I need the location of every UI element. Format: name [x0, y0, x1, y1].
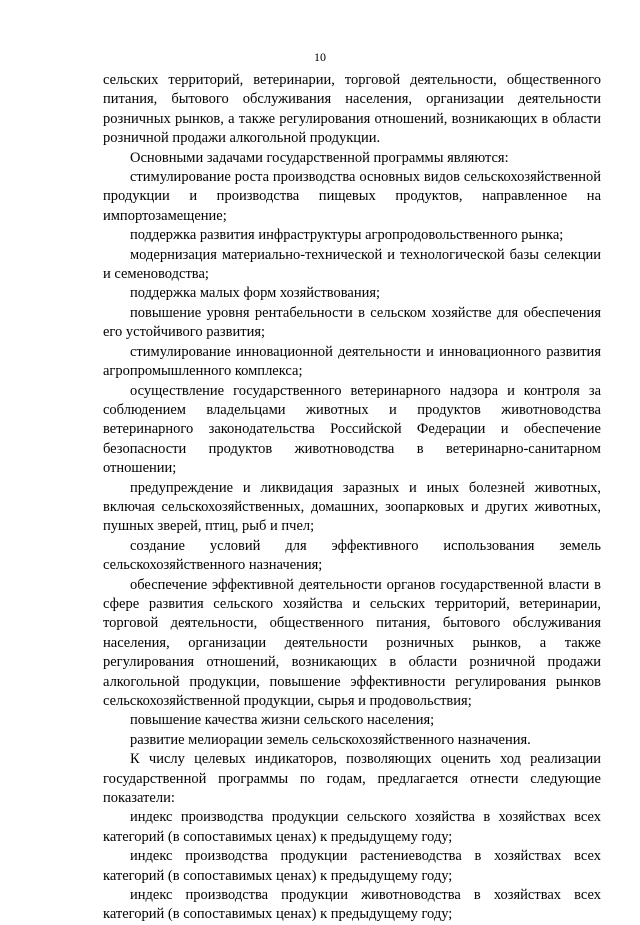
paragraph: сельских территорий, ветеринарии, торговой деятельности, общественного питания, бытового обслуживания населения, организации деятельности розничных рынков, а также регулирования отношений, возникающих в области розничной продажи алкогольной продукции. — [103, 72, 601, 147]
list-item: индекс производства продукции сельского хозяйства в хозяйствах всех категорий (в сопоставимых ценах) к предыдущему году; — [103, 809, 601, 845]
page-number: 10 — [314, 50, 326, 64]
list-item: поддержка малых форм хозяйствования; — [130, 285, 381, 302]
list-item: стимулирование инновационной деятельности и инновационного развития агропромышленного комплекса; — [103, 343, 601, 380]
list-item: повышение уровня рентабельности в сельском хозяйстве для обеспечения его устойчивого развития; — [103, 304, 601, 341]
document-body — [103, 71, 601, 925]
list-item: создание условий для эффективного использования земель сельскохозяйственного назначения; — [103, 537, 601, 574]
paragraph: Основными задачами государственной программы являются: — [130, 149, 509, 166]
list-item: повышение качества жизни сельского населения; — [130, 712, 435, 729]
list-item: индекс производства продукции растениеводства в хозяйствах всех категорий (в сопоставимых ценах) к предыдущему году; — [103, 848, 601, 884]
list-item: развитие мелиорации земель сельскохозяйственного назначения. — [130, 731, 531, 748]
list-item: индекс производства продукции животноводства в хозяйствах всех категорий (в сопоставимых ценах) к предыдущему году; — [103, 887, 601, 923]
list-item: предупреждение и ликвидация заразных и иных болезней животных, включая сельскохозяйственных, домашних, зоопарковых и других животных, пушных зверей, птиц, рыб и пчел; — [103, 479, 601, 535]
list-item: поддержка развития инфраструктуры агропродовольственного рынка; — [130, 227, 564, 244]
paragraph: К числу целевых индикаторов, позволяющих оценить ход реализации государственной программы по годам, предлагается отнести следующие показатели: — [103, 751, 601, 807]
list-item: осуществление государственного ветеринарного надзора и контроля за соблюдением владельцами животных и продуктов животноводства ветеринарного законодательства Российской Федерации и обеспечение безопасности продуктов животноводства в ветеринарно-санитарном отношении; — [103, 382, 601, 477]
list-item: стимулирование роста производства основных видов сельскохозяйственной продукции и производства пищевых продуктов, направленное на импортозамещение; — [103, 169, 601, 224]
list-item: обеспечение эффективной деятельности органов государственной власти в сфере развития сельского хозяйства и сельских территорий, ветеринарии, торговой деятельности, общественного питания, бытового обслуживания населения, организации деятельности розничных рынков, а также регулирования отношений, возникающих в области розничной продажи алкогольной продукции, повышение эффективности регулирования рынков сельскохозяйственной продукции, сырья и продовольствия; — [103, 576, 601, 709]
list-item: модернизация материально-технической и технологической базы селекции и семеноводства; — [103, 246, 601, 283]
